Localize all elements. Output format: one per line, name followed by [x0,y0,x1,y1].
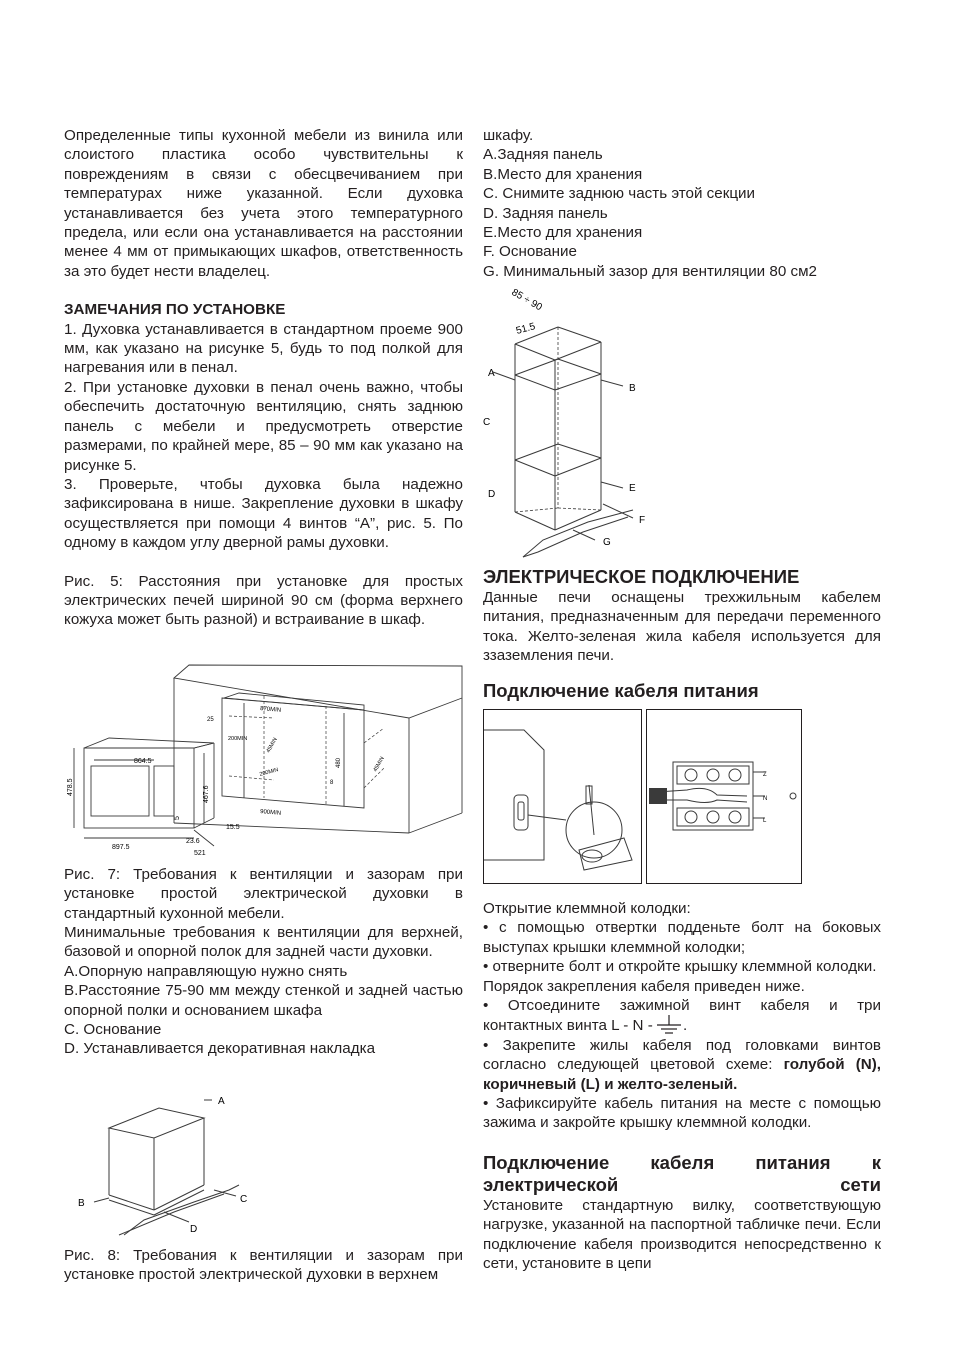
fig5-caption: Рис. 5: Расстояния при установке для простых электрических печей шириной 90 см (форма верхнего кожуха может быть разной) и встраивание в шкаф. [64,572,463,629]
list-item-e: E.Место для хранения [483,224,643,242]
list-item-g: G. Минимальный зазор для вентиляции 80 см2 [483,262,817,280]
fig5-15-5: 15.5 [226,824,240,831]
continuation-text: шкафу. [483,127,534,144]
fig6-label-a: A [488,368,495,379]
bullet-5: • Зафиксируйте кабель питания на месте с помощью зажима и закройте крышку клеммной колодки. [483,1095,881,1132]
fig5-467: 467.6 [203,785,210,803]
terminal-label-z: Z [763,772,767,778]
fig8-caption: Рис. 8: Требования к вентиляции и зазорам при установке простой электрической духовки в верхнем [64,1247,463,1284]
network-text: Установите стандартную вилку, соответствующую нагрузке, указанной на паспортной табличке печи. Если подключение кабеля производится непосредственно к сети, установите в цепи [483,1196,881,1273]
bullet-2: • отверните болт и откройте крышку клеммной колодки. [483,958,877,976]
fig8-label-d: D [190,1224,198,1235]
fig8-label-c: C [240,1194,248,1205]
fig6-label-e: E [629,483,636,494]
fig8-label-b: B [78,1198,85,1209]
terminal-wiring-figure [646,709,802,884]
fig6-label-b: B [629,383,636,394]
fig5-480: 480 [336,757,342,768]
cable-heading: Подключение кабеля питания [483,679,759,701]
open-title: Открытие клеммной колодки: [483,900,691,917]
item-d: D. Устанавливается декоративная накладка [64,1040,376,1058]
notes-heading: ЗАМЕЧАНИЯ ПО УСТАНОВКЕ [64,301,286,319]
min-requirements: Минимальные требования к вентиляции для верхней, базовой и опорной полок для задней части духовки. [64,923,463,961]
ground-symbol-icon [657,1015,683,1035]
electrical-text: Данные печи оснащены трехжильным кабелем питания, предназначенным для передачи переменного тока. Желто-зеленая жила кабеля используется для ззаземления печи. [483,589,881,665]
fig6-label-f: F [639,515,646,526]
fig5-900min: 900MIN [259,809,282,817]
fig5-25: 25 [207,717,214,723]
right-column [483,126,881,281]
fig7-caption: Рис. 7: Требования к вентиляции и зазорам при установке простой электрической духовки в стандартный кухонной мебели. [64,865,463,922]
fig5-897: 897.5 [112,844,130,851]
list-item-a: A.Задняя панель [483,146,603,164]
intro-paragraph: Определенные типы кухонной мебели из винила или слоистого пластика особо чувствительны к повреждениям в связи с обесцвечиванием при температурах ниже указанной. Если духовка устанавливается без учета этого температурного предела, или если она устанавливается на расстоянии менее 4 мм от примыкающих шкафов, ответственность за это будет нести владелец. [64,127,463,280]
note-1: 1. Духовка устанавливается в стандартном проеме 900 мм, как указано на рисунке 5, будь то под полкой для нагревания или в пенал. [64,320,463,377]
bullet-3-line1: • Отсоедините зажимной винт кабеля и три [483,997,881,1015]
terminal-open-figure [483,709,642,884]
electrical-heading: ЭЛЕКТРИЧЕСКОЕ ПОДКЛЮЧЕНИЕ [483,566,800,587]
electrical-section [483,566,881,702]
bullet-4: • Закрепите жилы кабеля под головками винтов согласно следующей цветовой схеме: голубой (N), коричневый (L) и желто-зеленый. [483,1036,881,1093]
left-column [64,126,463,1059]
list-item-d: D. Задняя панель [483,204,608,222]
network-heading: Подключение кабеля питания к электрической сети [483,1151,881,1195]
fig5-installation-diagram [64,648,464,860]
fig5-521: 521 [194,850,206,857]
fig5-200min-b: 200MIN [258,767,280,778]
fig5-23-6: 23.6 [186,838,200,845]
fig6-cabinet-diagram [483,282,663,564]
fig5-5: 5 [174,816,181,820]
terminal-instructions [483,899,881,1274]
terminal-label-n: N [763,796,768,802]
order-text: Порядок закрепления кабеля приведен ниже. [483,977,805,995]
fig6-label-g: G [603,537,611,548]
bullet-3-line2: контактных винта L - N - . [483,1017,688,1035]
fig8-label-a: A [218,1096,225,1107]
item-a: A.Опорную направляющую нужно снять [64,962,348,980]
fig8-wall-cabinet-diagram [64,1090,264,1240]
fig5-45min-a: 45MIN [265,736,279,754]
bullet-1: • с помощью отвертки подденьте болт на боковых выступах крышки клеммной колодки; [483,919,881,956]
fig5-45min-b: 45MIN [372,755,386,773]
terminal-label-l: L [763,818,767,824]
fig5-864: 864.5 [134,758,152,765]
note-3: 3. Проверьте, чтобы духовка была надежно зафиксирована в нише. Закрепление духовки в шкафу осуществляется при помощи 4 винтов “A”, рис. 5. По одному в каждом углу дверной рамы духовки. [64,475,463,552]
fig5-478: 478.5 [67,778,74,796]
fig6-label-85-90: 85 ÷ 90 [509,287,544,314]
fig5-8: 8 [330,780,334,786]
fig6-label-d: D [488,489,496,500]
item-b: B.Расстояние 75-90 мм между стенкой и задней частью опорной полки и основанием шкафа [64,982,463,1019]
fig6-label-c: C [483,417,491,428]
fig5-200min-a: 200MIN [228,736,248,742]
list-item-c: C. Снимите заднюю часть этой секции [483,185,756,203]
list-item-f: F. Основание [483,243,577,261]
fig6-label-51: 51.5 [514,321,537,337]
note-2: 2. При установке духовки в пенал очень важно, чтобы обеспечить достаточную вентиляцию, снять заднюю панель с мебели и предусмотреть отверстие размерами, по крайней мере, 85 – 90 мм как указано на рисунке 5. [64,378,463,474]
list-item-b: B.Место для хранения [483,165,643,183]
fig5-870min: 870MIN [259,706,282,714]
item-c: C. Основание [64,1021,162,1038]
